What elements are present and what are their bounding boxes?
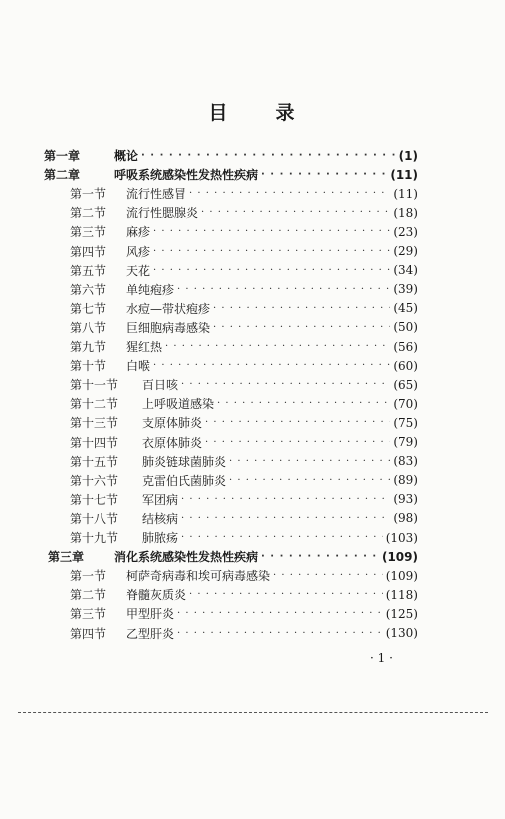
toc-entry-page: (1)	[398, 148, 418, 163]
toc-section-row[interactable]	[70, 566, 418, 585]
toc-leader-dots	[213, 299, 390, 318]
toc-entry-title: 天花	[126, 263, 151, 278]
toc-entry-page: (11)	[390, 167, 418, 182]
toc-entry-number: 第七节	[70, 301, 107, 316]
toc-section-row[interactable]	[70, 471, 418, 490]
toc-entry-number: 第四节	[70, 626, 107, 641]
toc-section-row[interactable]	[70, 452, 418, 471]
toc-entry-page: (60)	[393, 358, 418, 373]
toc-entry-number: 第二章	[44, 168, 81, 183]
toc-section-row[interactable]	[70, 203, 418, 222]
toc-entry-page: (34)	[393, 263, 418, 278]
toc-entry-number: 第三节	[70, 607, 107, 622]
toc-leader-dots	[177, 604, 383, 623]
toc-leader-dots	[177, 280, 390, 299]
toc-entry-page: (45)	[393, 301, 418, 316]
toc-section-row[interactable]	[70, 375, 418, 394]
toc-entry-number: 第十六节	[70, 473, 119, 488]
toc-entry-number: 第八节	[70, 320, 107, 335]
toc-entry-title: 衣原体肺炎	[142, 435, 203, 450]
toc-leader-dots	[205, 413, 390, 432]
toc-entry-title: 风疹	[126, 244, 151, 259]
toc-section-row[interactable]	[70, 433, 418, 452]
toc-entry-title: 肺脓疡	[142, 531, 179, 545]
toc-entry-number: 第三节	[70, 225, 107, 240]
toc-entry-title: 水痘—带状疱疹	[126, 301, 211, 316]
toc-section-row[interactable]	[70, 585, 418, 604]
toc-entry-number: 第十四节	[70, 435, 119, 450]
toc-leader-dots	[181, 509, 390, 528]
toc-entry-number: 第十七节	[70, 492, 119, 507]
toc-section-row[interactable]	[70, 280, 418, 299]
title-left-char: 目	[208, 102, 230, 124]
toc-leader-dots	[177, 624, 383, 643]
toc-leader-dots	[141, 146, 396, 165]
toc-section-row[interactable]	[70, 604, 418, 623]
toc-entry-title: 猩红热	[126, 340, 163, 354]
toc-leader-dots	[229, 452, 390, 471]
toc-entry-page: (98)	[393, 511, 418, 526]
toc-entry-page: (11)	[393, 186, 418, 201]
toc-entry-title: 概论	[114, 149, 139, 163]
toc-section-row[interactable]	[70, 356, 418, 375]
toc-entry-title: 克雷伯氏菌肺炎	[142, 473, 227, 488]
toc-leader-dots	[205, 433, 390, 452]
toc-section-row[interactable]	[70, 261, 418, 280]
toc-leader-dots	[229, 471, 390, 490]
toc-entry-title: 甲型肝炎	[126, 607, 175, 622]
toc-entry-number: 第一节	[70, 569, 107, 584]
toc-section-row[interactable]	[70, 413, 418, 432]
toc-entry-number: 第一节	[70, 187, 107, 202]
toc-entry-title: 流行性腮腺炎	[126, 206, 199, 221]
toc-entry-page: (70)	[393, 396, 418, 411]
toc-entry-number: 第六节	[70, 282, 107, 297]
toc-section-row[interactable]	[70, 528, 418, 547]
toc-entry-page: (56)	[393, 339, 418, 354]
toc-entry-page: (50)	[393, 320, 418, 335]
toc-entry-number: 第十九节	[70, 531, 119, 545]
toc-leader-dots	[153, 222, 390, 241]
toc-entry-title: 支原体肺炎	[142, 416, 203, 431]
toc-section-row[interactable]	[70, 624, 418, 643]
toc-entry-title: 乙型肝炎	[126, 626, 175, 641]
toc-entry-number: 第二节	[70, 588, 107, 603]
toc-leader-dots	[153, 356, 390, 375]
toc-leader-dots	[153, 261, 390, 280]
toc-entry-number: 第五节	[70, 263, 107, 278]
toc-chapter-row[interactable]	[48, 547, 418, 566]
toc-entry-page: (65)	[393, 377, 418, 392]
toc-leader-dots	[181, 490, 390, 509]
toc-entry-number: 第一章	[44, 149, 81, 163]
toc-entry-page: (39)	[393, 282, 418, 297]
toc-entry-title: 柯萨奇病毒和埃可病毒感染	[126, 569, 271, 584]
toc-leader-dots	[261, 165, 387, 184]
toc-entry-title: 白喉	[126, 359, 151, 374]
toc-entry-page: (29)	[393, 244, 418, 258]
toc-entry-page: (83)	[393, 454, 418, 469]
toc-section-row[interactable]	[70, 222, 418, 241]
toc-section-row[interactable]	[70, 184, 418, 203]
toc-entry-page: (18)	[393, 205, 418, 220]
toc-leader-dots	[201, 203, 390, 222]
toc-entry-page: (103)	[385, 530, 418, 545]
toc-entry-number: 第十二节	[70, 397, 119, 412]
page-title	[0, 98, 505, 125]
toc-chapter-row[interactable]	[44, 165, 418, 184]
toc-entry-number: 第十节	[70, 359, 107, 374]
title-right-char: 录	[275, 102, 297, 124]
toc-entry-title: 流行性感冒	[126, 187, 187, 202]
toc-leader-dots	[181, 528, 383, 547]
toc-entry-title: 单纯疱疹	[126, 282, 175, 297]
toc-entry-title: 结核病	[142, 511, 179, 526]
toc-entry-number: 第九节	[70, 340, 107, 354]
toc-section-row[interactable]	[70, 242, 418, 261]
toc-entry-title: 百日咳	[142, 378, 179, 393]
toc-entry-page: (109)	[381, 549, 418, 564]
toc-section-row[interactable]	[70, 490, 418, 509]
toc-leader-dots	[261, 547, 379, 566]
toc-entry-page: (130)	[385, 626, 418, 640]
toc-leader-dots	[165, 337, 390, 356]
toc-entry-title: 巨细胞病毒感染	[126, 320, 211, 335]
toc-leader-dots	[217, 394, 390, 413]
toc-section-row[interactable]	[70, 318, 418, 337]
toc-leader-dots	[181, 375, 390, 394]
toc-entry-page: (23)	[393, 224, 418, 239]
toc-entry-number: 第十三节	[70, 416, 119, 431]
toc-leader-dots	[189, 585, 383, 604]
bottom-rule	[18, 712, 488, 714]
toc-entry-page: (93)	[393, 492, 418, 507]
toc-section-row[interactable]	[70, 299, 418, 318]
toc-entry-page: (109)	[385, 568, 418, 583]
toc-entry-page: (89)	[393, 473, 418, 488]
toc-entry-title: 军团病	[142, 492, 179, 507]
toc-section-row[interactable]	[70, 509, 418, 528]
toc-section-row[interactable]	[70, 337, 418, 356]
toc-entry-title: 消化系统感染性发热性疾病	[114, 550, 259, 565]
toc-entry-title: 上呼吸道感染	[142, 397, 215, 412]
toc-entry-page: (79)	[393, 435, 418, 449]
toc-chapter-row[interactable]	[44, 146, 418, 165]
toc-entry-number: 第十一节	[70, 378, 119, 393]
toc-entry-title: 肺炎链球菌肺炎	[142, 454, 227, 469]
toc-leader-dots	[273, 566, 383, 585]
toc-entry-number: 第四节	[70, 244, 107, 259]
toc-entry-title: 脊髓灰质炎	[126, 588, 187, 603]
toc-section-row[interactable]	[70, 394, 418, 413]
toc-leader-dots	[153, 242, 390, 261]
toc-entry-number: 第二节	[70, 206, 107, 221]
toc-leader-dots	[213, 318, 390, 337]
toc-entry-number: 第三章	[48, 550, 85, 565]
toc-entry-title: 呼吸系统感染性发热性疾病	[114, 168, 259, 183]
toc-entry-page: (75)	[393, 415, 418, 430]
toc-leader-dots	[189, 184, 390, 203]
toc-entry-number: 第十八节	[70, 511, 119, 526]
toc-entry-title: 麻疹	[126, 225, 151, 240]
toc-entry-page: (118)	[385, 587, 418, 602]
toc-entry-number: 第十五节	[70, 454, 119, 469]
page-number: · 1 ·	[370, 651, 393, 665]
toc-entry-page: (125)	[385, 606, 418, 621]
